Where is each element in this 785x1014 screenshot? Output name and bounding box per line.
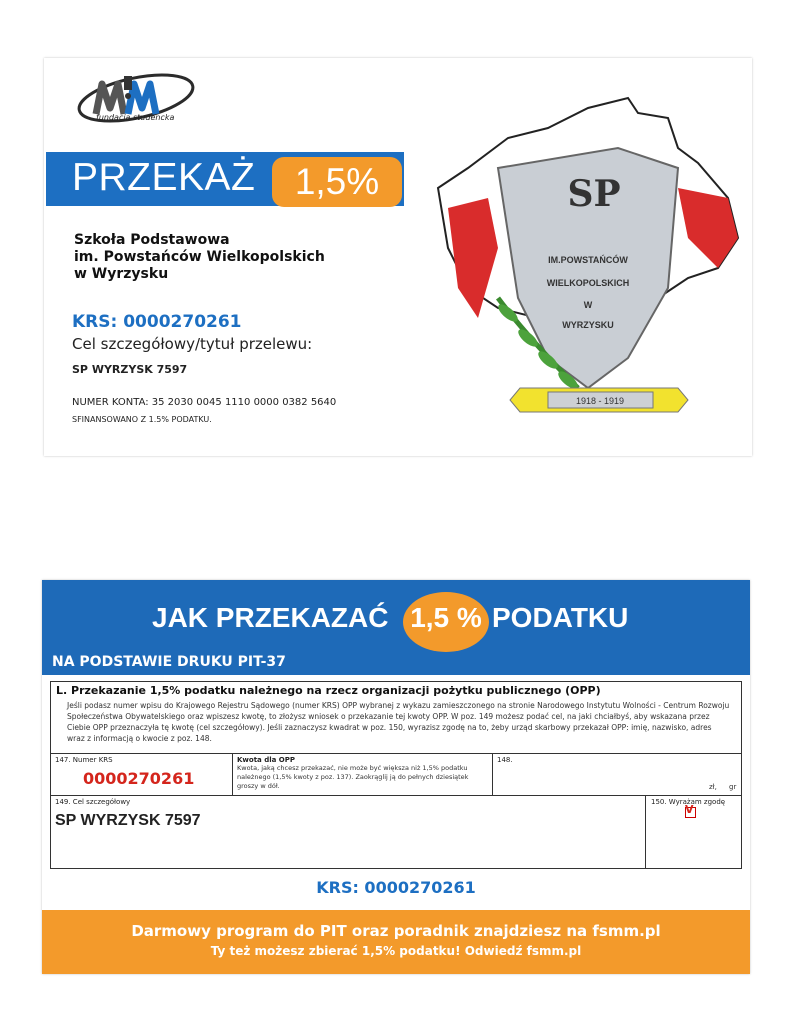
field-148-label: 148. <box>497 756 513 764</box>
emblem-text: WYRZYSKU <box>562 320 614 330</box>
footer-line-2: Ty też możesz zbierać 1,5% podatku! Odwiedź fsmm.pl <box>210 944 582 958</box>
cel-field-value[interactable]: SP WYRZYSK 7597 <box>55 812 201 829</box>
school-line: im. Powstańców Wielkopolskich <box>74 249 325 265</box>
kwota-description: Kwota, jaką chcesz przekazać, nie może być większa niż 1,5% podatku należnego (1,5% kwoty z poz. 137). Zaokrąglij ją do pełnych dziesiątek groszy w dół. <box>237 764 469 790</box>
transfer-code: SP WYRZYSK 7597 <box>72 363 188 376</box>
cel-field-label: 149. Cel szczegółowy <box>55 798 131 806</box>
footer-line-1: Darmowy program do PIT oraz poradnik znajdziesz na fsmm.pl <box>131 922 661 940</box>
kwota-label: Kwota dla OPP <box>237 756 295 764</box>
krs-number-bottom: KRS: 0000270261 <box>316 878 476 897</box>
krs-field-label: 147. Numer KRS <box>55 756 113 764</box>
zl-unit: zł, <box>709 783 717 791</box>
cel-label: Cel szczegółowy/tytuł przelewu: <box>72 335 313 353</box>
footer-banner <box>42 910 750 974</box>
logo-caption: fundacja studencka <box>96 113 175 122</box>
emblem-text: WIELKOPOLSKICH <box>546 278 630 288</box>
przekaz-heading: PRZEKAŻ <box>72 156 256 199</box>
krs-field-value[interactable]: 0000270261 <box>83 769 195 788</box>
heading-percent: 1,5 % <box>410 602 482 633</box>
form-description: Jeśli podasz numer wpisu do Krajowego Rejestru Sądowego (numer KRS) OPP wybranej z wykazu zamieszczonego na stronie Narodowego Instytutu Wolności - Centrum Rozwoju Społeczeństwa Obywatelskiego oraz wpiszesz kwotę, to złożysz wniosek o przekazanie tej kwoty OPP. W poz. 149 możesz podać cel, na jaki chciałbyś, aby wskazana przez Ciebie OPP przeznaczyła tę kwotę (cel szczegółowy). Jeśli zaznaczysz kwadrat w poz. 150, wyrazisz zgodę na to, żeby urząd skarbowy przekazał OPP: imię, nazwisko, adres wraz z informacją o kwocie z poz. 148. <box>67 701 730 743</box>
check-icon: V <box>685 803 694 816</box>
pit-form-section <box>50 681 742 869</box>
divider <box>492 753 493 795</box>
form-title: L. Przekazanie 1,5% podatku należnego na rzecz organizacji pożytku publicznego (OPP) <box>56 684 601 697</box>
school-emblem <box>428 88 750 448</box>
gr-unit: gr <box>729 783 737 791</box>
emblem-years: 1918 - 1919 <box>575 396 625 406</box>
donation-card-front <box>44 58 752 456</box>
emblem-letters: SP <box>567 173 621 215</box>
divider <box>232 753 233 795</box>
heading-left: JAK PRZEKAZAĆ <box>152 602 389 633</box>
krs-number: KRS: 0000270261 <box>72 312 242 332</box>
zgoda-label: 150. Wyrażam zgodę <box>651 798 726 806</box>
school-line: Szkoła Podstawowa <box>74 232 230 248</box>
financed-note: SFINANSOWANO Z 1.5% PODATKU. <box>72 415 212 424</box>
account-number: NUMER KONTA: 35 2030 0045 1110 0000 0382 5640 <box>72 397 337 408</box>
heading-right: PODATKU <box>492 602 629 633</box>
emblem-text: IM.POWSTAŃCÓW <box>548 255 628 265</box>
divider <box>51 795 741 796</box>
emblem-text: W <box>583 300 593 310</box>
school-name <box>74 232 325 283</box>
divider <box>645 795 646 868</box>
subheading: NA PODSTAWIE DRUKU PIT-37 <box>52 654 286 670</box>
school-line: w Wyrzysku <box>74 266 169 282</box>
donation-card-back <box>42 580 750 974</box>
percent-badge: 1,5% <box>272 157 402 207</box>
divider <box>51 753 741 754</box>
